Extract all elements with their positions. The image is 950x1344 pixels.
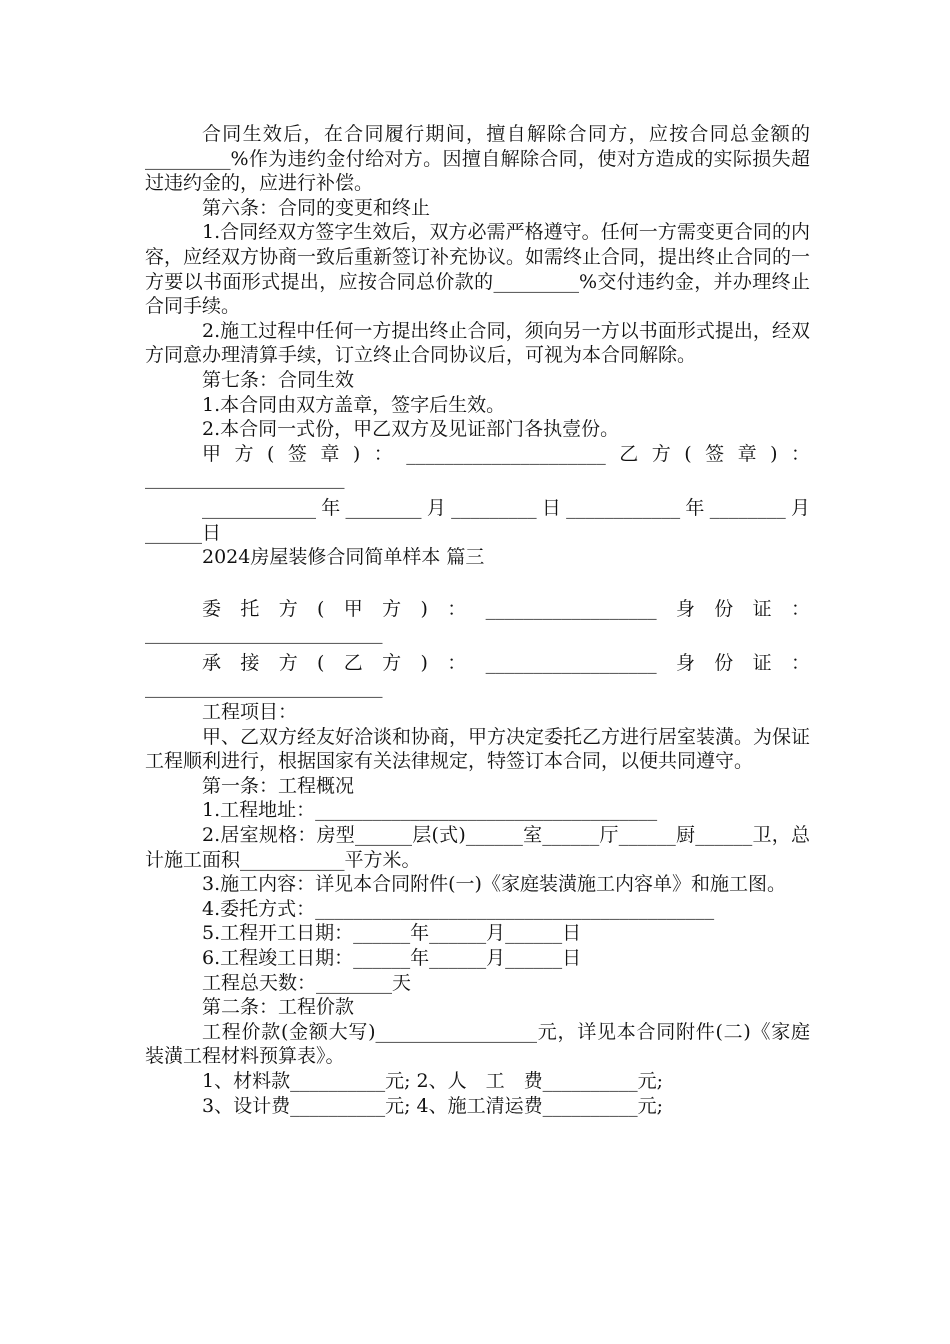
field-start-date: 5.工程开工日期：______年______月______日	[202, 922, 582, 945]
paragraph-article-6-item-1: 1.合同经双方签字生效后，双方必需严格遵守。任何一方需变更合同的内容，应经双方协商一致后重新签订补充协议。如需终止合同，提出终止合同的一方要以书面形式提出，应按合同总价款的_________%交付违约金，并办理终止合同手续。	[145, 221, 811, 318]
field-project-address: 1.工程地址：____________________________________	[202, 799, 658, 822]
paragraph-article-7-item-2: 2.本合同一式份，甲乙双方及见证部门各执壹份。	[202, 418, 620, 441]
party-b-line: 承接方(乙方)：__________________身份证：_________________________	[145, 651, 810, 699]
field-end-date: 6.工程竣工日期：______年______月______日	[202, 947, 582, 969]
paragraph-breach-penalty: 合同生效后，在合同履行期间，擅自解除合同方，应按合同总金额的_________%作为违约金付给对方。因擅自解除合同，使对方造成的实际损失超过违约金的，应进行补偿。	[145, 123, 810, 195]
document-page	[145, 122, 810, 1118]
heading-article-7: 第七条：合同生效	[202, 368, 355, 391]
project-label: 工程项目：	[202, 701, 298, 724]
field-construction-content: 3.施工内容：详见本合同附件(一)《家庭装潢施工内容单》和施工图。	[202, 873, 786, 896]
signature-line: 甲方(签章)：_____________________乙方(签章)：_____________________	[145, 442, 810, 490]
paragraph-preamble: 甲、乙双方经友好洽谈和协商，甲方决定委托乙方进行居室装潢。为保证工程顺利进行，根据国家有关法律规定，特签订本合同，以便共同遵守。	[145, 725, 811, 773]
date-line: ____________年________月_________日____________年________月______日	[145, 496, 810, 544]
heading-article-2: 第二条：工程价款	[202, 996, 355, 1019]
heading-article-1: 第一条：工程概况	[202, 774, 355, 797]
heading-article-6: 第六条：合同的变更和终止	[202, 196, 431, 219]
paragraph-article-7-item-1: 1.本合同由双方盖章，签字后生效。	[202, 393, 506, 416]
field-design-cleanup-cost: 3、设计费__________元; 4、施工清运费__________元;	[202, 1094, 664, 1117]
spacer	[145, 570, 810, 597]
field-project-price: 工程价款(金额大写)_________________元，详见本合同附件(二)《家庭装潢工程材料预算表》。	[145, 1020, 810, 1068]
field-commission-method: 4.委托方式：__________________________________________	[202, 897, 715, 920]
field-room-spec: 2.居室规格：房型______层(式)______室______厅______厨______卫，总计施工面积___________平方米。	[145, 824, 810, 871]
field-material-labor-cost: 1、材料款__________元; 2、人 工 费__________元;	[202, 1069, 664, 1092]
section-title-part-3: 2024房屋装修合同简单样本 篇三	[202, 546, 485, 569]
party-a-line: 委托方(甲方)：__________________身份证：_________________________	[145, 597, 810, 645]
field-total-days: 工程总天数：________天	[202, 971, 412, 994]
paragraph-article-6-item-2: 2.施工过程中任何一方提出终止合同，须向另一方以书面形式提出，经双方同意办理清算手续，订立终止合同协议后，可视为本合同解除。	[145, 319, 810, 367]
